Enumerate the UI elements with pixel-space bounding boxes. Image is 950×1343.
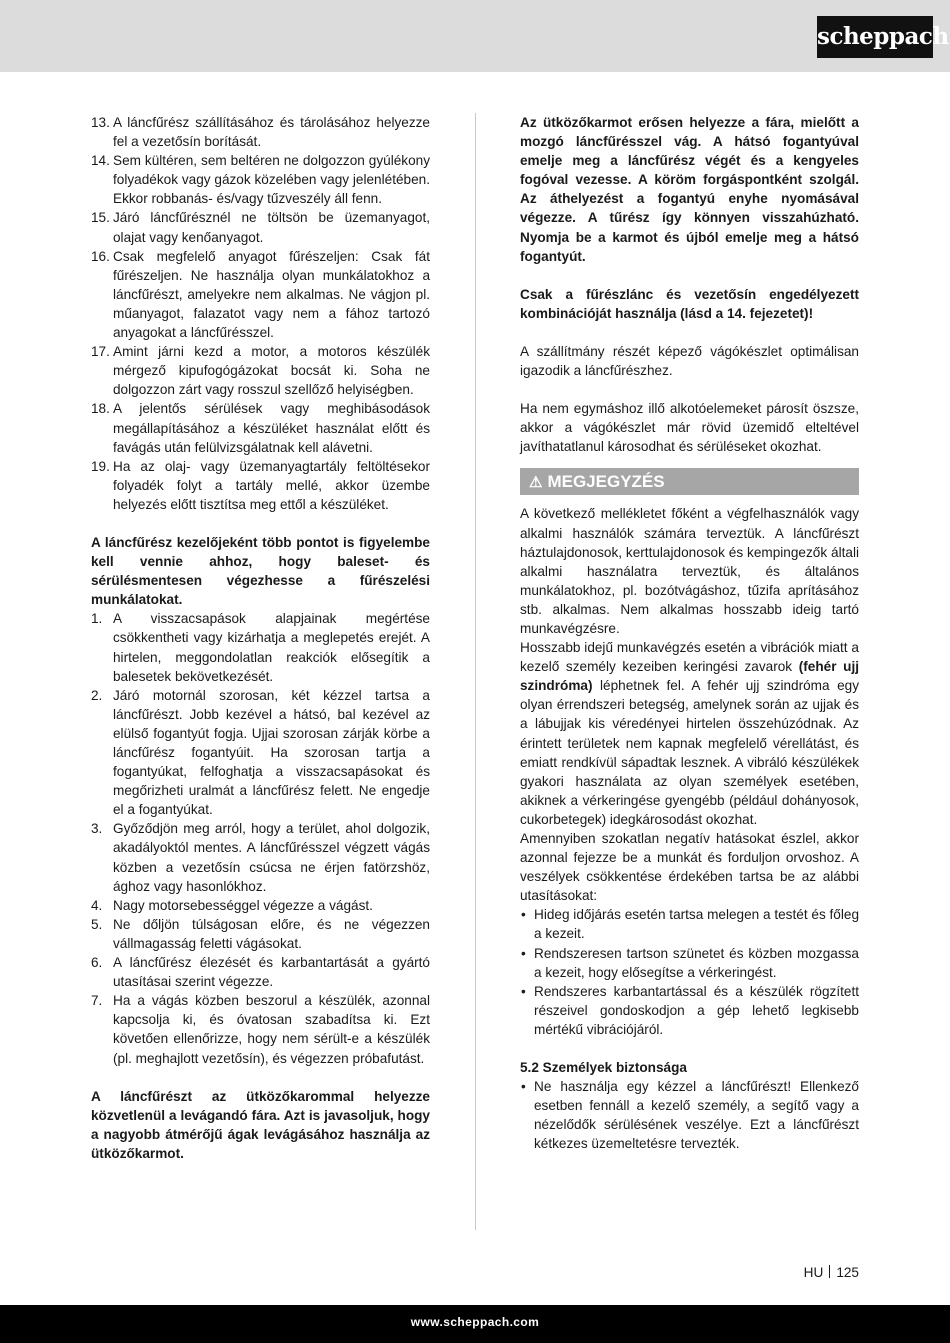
note-paragraph: A következő mellékletet főként a végfelhasználók vagy alkalmi használók számára terveztük. A láncfűrészt háztulajdonosok, kerttulajdonosok és kempingezők általi alkalmi használatra terveztük, és általános munkálatokhoz, pl. bozótvágáshoz, tűzifa aprításához stb. alkalmas. Nem alkalmas hosszabb ideig tartó munkavégzésre. <box>520 506 859 636</box>
warning-triangle-icon: ⚠ <box>529 474 543 492</box>
header-bar <box>0 0 950 72</box>
negative-effects-paragraph: Amennyiben szokatlan negatív hatásokat észlel, akkor azonnal fejezze be a munkát és forduljon orvoshoz. A veszélyek csökkentése érdekében tartsa be az alábbi utasításokat: <box>520 831 859 904</box>
safety-list-continued <box>91 113 430 514</box>
vibration-paragraph: Hosszabb idejű munkavégzés esetén a vibrációk miatt a kezelő személy kezeiben keringési zavarok (fehér ujj szindróma) léphetnek fel. A fehér ujj szindróma egy olyan érrendszeri betegség, amelynek során az ujjak és a lábujjak kis véredényei hirtelen összehúzódnak. Az érintett területek nem kapnak megfelelő vérellátást, és emiatt rendkívül sápadtak lesznek. A vibráló készülékek gyakori használata az olyan személyek esetében, akiknek a vérkeringése gyengébb (például dohányosok, cukorbetegek) idegkárosodást okozhat. <box>520 640 859 827</box>
column-divider <box>475 113 476 1230</box>
language-code: HU <box>803 1265 824 1280</box>
operator-intro: A láncfűrész kezelőjeként több pontot is figyelembe kell vennie ahhoz, hogy baleset- és sérülésmentesen végezhesse a fűrészelési munkálatokat. <box>91 534 430 608</box>
list-item: 14. Sem kültéren, sem beltéren ne dolgozzon gyúlékony folyadékok vagy gázok közelében vagy jelenlétében. Ekkor robbanás- és/vagy tűzveszély áll fenn. <box>91 153 430 207</box>
list-item: 6. A láncfűrész élezését és karbantartását a gyártó utasításai szerint végezze. <box>91 955 430 990</box>
list-item: • Hideg időjárás esetén tartsa melegen a testét és főleg a kezeit. <box>521 907 859 942</box>
section-title: 5.2 Személyek biztonsága <box>520 1060 687 1076</box>
list-item: 17. Amint járni kezd a motor, a motoros készülék mérgező kipufogógázokat bocsát ki. Soha ne dolgozzon zárt vagy rosszul szellőző helyiségben. <box>91 344 430 398</box>
mismatched-parts-paragraph: Ha nem egymáshoz illő alkotóelemeket párosít öszsze, akkor a vágókészlet már rövid üzemidő elteltével javíthatatlanul károsodhat és sérüléseket okozhat. <box>520 401 859 455</box>
scheppach-logo: scheppach <box>817 16 933 58</box>
note-title: MEGJEGYZÉS <box>547 472 665 492</box>
list-item: 19. Ha az olaj- vagy üzemanyagtartály feltöltésekor folyadék folyt a tartály mellé, akkor üzembe helyezés előtt tisztítsa meg ettől a készüléket. <box>91 458 430 512</box>
list-item: 3. Győződjön meg arról, hogy a terület, ahol dolgozik, akadályoktól mentes. A láncfűrésszel végzett vágás közben a vezetősín csúcsa ne érjen fatörzshöz, ághoz vagy hasonlókhoz. <box>91 821 430 894</box>
list-item: 7. Ha a vágás közben beszorul a készülék, azonnal kapcsolja ki, és óvatosan szabadítsa ki. Ezt követően ellenőrizze, hogy nem sérült-e a készülék (pl. meghajlott vezetősín), és végezzen próbafutást. <box>91 993 430 1066</box>
page-number <box>804 1265 859 1280</box>
list-item: • Ne használja egy kézzel a láncfűrészt! Ellenkező esetben fennáll a kezelő személy, a segítő vagy a nézelődők sérülésének veszélye. Ezt a láncfűrészt kétkezes üzemeltetésre tervezték. <box>521 1079 859 1152</box>
left-column <box>91 113 430 1163</box>
footer-url: www.scheppach.com <box>410 1315 540 1329</box>
list-item: 16. Csak megfelelő anyagot fűrészeljen: Csak fát fűrészeljen. Ne használja olyan munkálatokhoz a láncfűrészt, amelyekre nem alkalmas. Ne vágjon pl. műanyagot, falazatot vagy nem a fához tartozó anyagokat a láncfűrésszel. <box>91 248 430 341</box>
list-item: 18. A jelentős sérülések vagy meghibásodások megállapításához a készüléket használat előtt és favágás után felülvizsgálatnak kell alávetni. <box>91 401 430 455</box>
vibration-bullets <box>520 905 859 1039</box>
operator-list <box>91 609 430 1067</box>
list-item: • Rendszeres karbantartással és a készülék rögzített részeivel gondoskodjon a gép lehető legkisebb mértékű vibrációjáról. <box>521 983 859 1037</box>
list-item: 15. Járó láncfűrésznél ne töltsön be üzemanyagot, olajat vagy kenőanyagot. <box>91 210 430 245</box>
footer-bar <box>0 1305 950 1343</box>
list-item: 2. Járó motornál szorosan, két kézzel tartsa a láncfűrészt. Jobb kezével a hátsó, bal kezével az elülső fogantyút fogja. Ujjai szorosan zárják körbe a láncfűrész fogantyúit. Ha szorosan tartja a fogantyúkat, felfoghatja a visszacsapásokat és megőrizheti uralmát a láncfűrész felett. Ne engedje el a fogantyúkat. <box>91 687 430 818</box>
list-item: • Rendszeresen tartson szünetet és közben mozgassa a kezeit, hogy elősegítse a vérkeringést. <box>521 945 859 980</box>
right-column <box>520 113 859 1154</box>
cutting-set-paragraph: A szállítmány részét képező vágókészlet optimálisan igazodik a láncfűrészhez. <box>520 343 859 379</box>
page-separator <box>829 1265 830 1278</box>
list-item: 4. Nagy motorsebességgel végezze a vágást. <box>91 897 373 913</box>
bumper-spike-note: A láncfűrészt az ütközőkarommal helyezze közvetlenül a levágandó fára. Azt is javasoljuk, hogy a nagyobb átmérőjű ágak levágásához használja az ütközőkarmot. <box>91 1088 430 1161</box>
chain-bar-combination-warning: Csak a fűrészlánc és vezetősín engedélyezett kombinációját használja (lásd a 14. fejezetet)! <box>520 286 859 321</box>
list-item: 5. Ne dőljön túlságosan előre, és ne végezzen vállmagasság feletti vágásokat. <box>91 916 430 951</box>
list-item: 1. A visszacsapások alapjainak megértése csökkentheti vagy kizárhatja a meglepetés erejét. A hirtelen, meggondolatlan reakciók elősegítik a balesetek bekövetkezését. <box>91 611 430 684</box>
list-item: 13. A láncfűrész szállításához és tárolásához helyezze fel a vezetősín borítását. <box>91 115 430 150</box>
bumper-spike-instructions: Az ütközőkarmot erősen helyezze a fára, mielőtt a mozgó láncfűrésszel vág. A hátsó fogantyúval emelje meg a láncfűrész végét és a kengyeles fogóval vezesse. A köröm forgáspontként szolgál. Az áthelyezést a fogantyú enyhe nyomásával végezze. A tűrész így könnyen visszahúzható. Nyomja be a karmot és újból emelje meg a hátsó fogantyút. <box>520 115 859 264</box>
personal-safety-bullets <box>520 1077 859 1153</box>
note-header <box>520 468 859 495</box>
page-number-value: 125 <box>836 1265 859 1280</box>
